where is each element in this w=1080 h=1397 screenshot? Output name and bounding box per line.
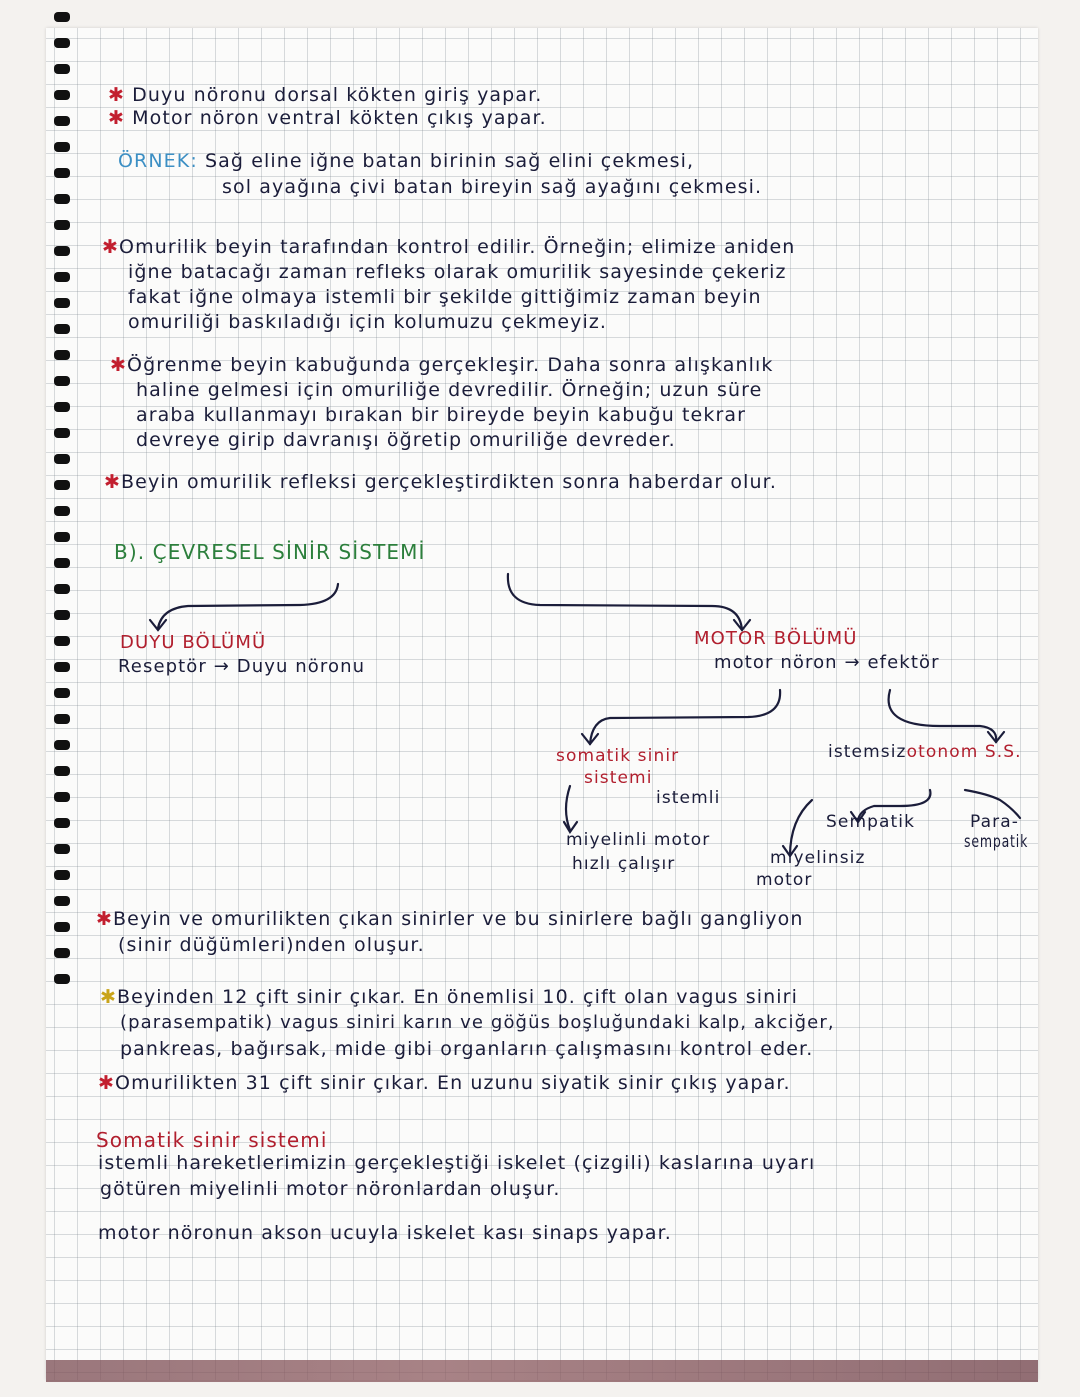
motor-bolumu-label: MOTOR BÖLÜMÜ	[694, 628, 858, 649]
paragraph-line: ✱Beyin ve omurilikten çıkan sinirler ve bu sinirlere bağlı gangliyon	[96, 908, 804, 930]
duyu-bolumu-desc: Reseptör → Duyu nöronu	[118, 656, 366, 677]
star-icon: ✱	[108, 107, 126, 129]
paragraph-line: (parasempatik) vagus siniri karın ve göğüs boşluğundaki kalp, akciğer,	[120, 1012, 835, 1033]
paragraph-line: devreye girip davranışı öğretip omuriliğe devreder.	[136, 429, 676, 451]
paragraph-line: haline gelmesi için omuriliğe devredilir. Örneğin; uzun süre	[136, 379, 763, 401]
note-line: ✱ Duyu nöronu dorsal kökten giriş yapar.	[108, 84, 543, 106]
miyelinli-label: miyelinli motor	[566, 830, 711, 850]
paragraph-line: ✱Beyinden 12 çift sinir çıkar. En önemlisi 10. çift olan vagus siniri	[100, 986, 798, 1008]
paragraph-line: iğne batacağı zaman refleks olarak omurilik sayesinde çekeriz	[128, 261, 787, 283]
paragraph-line: ✱Omurilikten 31 çift sinir çıkar. En uzunu siyatik sinir çıkış yapar.	[98, 1072, 791, 1094]
star-icon: ✱	[108, 84, 126, 106]
star-icon: ✱	[98, 1072, 116, 1094]
arrow-to-miyelinli	[566, 786, 570, 830]
example-block: ÖRNEK: Sağ eline iğne batan birinin sağ elini çekmesi,	[118, 150, 695, 172]
paragraph-line: motor nöronun akson ucuyla iskelet kası sinaps yapar.	[98, 1222, 672, 1244]
parasempatik-label-2: sempatik	[964, 832, 1029, 852]
example-label: ÖRNEK:	[118, 150, 198, 172]
somatik-label: somatik sinir	[556, 746, 680, 766]
note-line: ✱ Motor nöron ventral kökten çıkış yapar.	[108, 107, 547, 129]
star-icon: ✱	[102, 236, 120, 258]
star-icon: ✱	[96, 908, 114, 930]
star-icon: ✱	[100, 986, 118, 1008]
arrow-to-motor	[508, 574, 742, 630]
miyelinsiz-label: miyelinsiz	[770, 848, 866, 868]
arrow-to-duyu	[158, 584, 338, 628]
paragraph-line: (sinir düğümleri)nden oluşur.	[118, 934, 425, 956]
motor-bolumu-desc: motor nöron → efektör	[714, 652, 940, 673]
paragraph-line: istemli hareketlerimizin gerçekleştiği iskelet (çizgili) kaslarına uyarı	[98, 1152, 816, 1174]
hizli-label: hızlı çalışır	[572, 854, 676, 874]
parasempatik-label: Para-	[970, 812, 1019, 832]
arrow-to-somatik	[590, 690, 780, 744]
duyu-bolumu-label: DUYU BÖLÜMÜ	[120, 632, 267, 653]
motor-small-label: motor	[756, 870, 813, 890]
sempatik-label: Sempatik	[826, 812, 916, 832]
paragraph-line: ✱Omurilik beyin tarafından kontrol edilir. Örneğin; elimize aniden	[102, 236, 796, 258]
example-line-2: sol ayağına çivi batan bireyin sağ ayağını çekmesi.	[222, 176, 763, 198]
somatik-label-2: sistemi	[584, 768, 653, 788]
somatik-title: Somatik sinir sistemi	[96, 1128, 328, 1152]
istemli-label: istemli	[656, 788, 721, 808]
paragraph-line: ✱Beyin omurilik refleksi gerçekleştirdikten sonra haberdar olur.	[104, 471, 777, 493]
paragraph-line: omuriliği baskıladığı için kolumuzu çekmeyiz.	[128, 311, 608, 333]
section-heading: B). ÇEVRESEL SİNİR SİSTEMİ	[114, 540, 426, 564]
star-icon: ✱	[104, 471, 122, 493]
paragraph-line: ✱Öğrenme beyin kabuğunda gerçekleşir. Daha sonra alışkanlık	[110, 354, 774, 376]
paragraph-line: araba kullanmayı bırakan bir bireyde beyin kabuğu tekrar	[136, 404, 747, 426]
arrow-to-otonom	[889, 690, 997, 742]
otonom-label: istemsizotonom S.S.	[828, 742, 1022, 762]
paragraph-line: götüren miyelinli motor nöronlardan oluşur.	[100, 1178, 561, 1200]
paragraph-line: pankreas, bağırsak, mide gibi organların çalışmasını kontrol eder.	[120, 1038, 814, 1060]
paragraph-line: fakat iğne olmaya istemli bir şekilde gittiğimiz zaman beyin	[128, 286, 762, 308]
star-icon: ✱	[110, 354, 128, 376]
